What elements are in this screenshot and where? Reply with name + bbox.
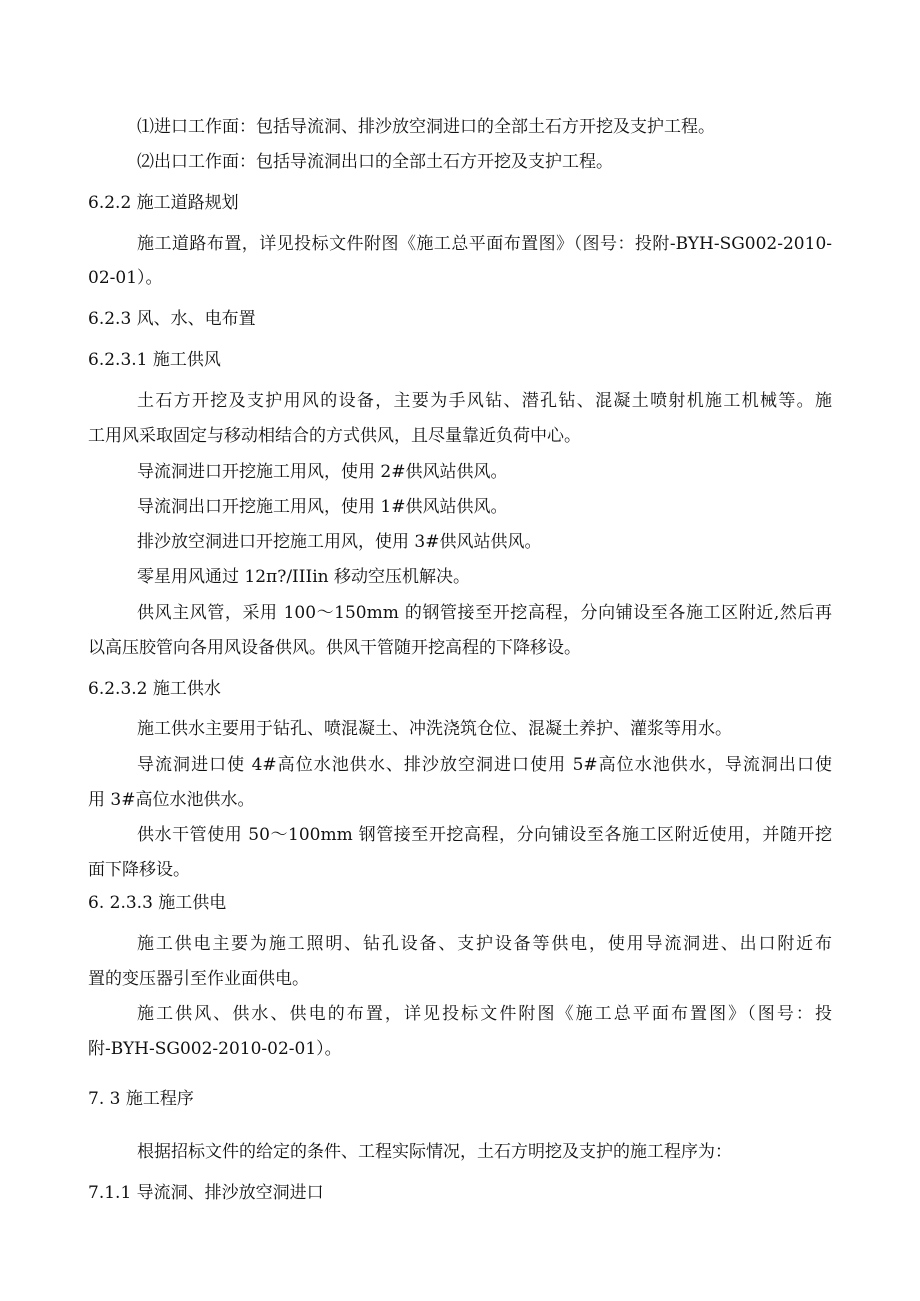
- paragraph-line: 施工供水主要用于钻孔、喷混凝土、冲洗浇筑仓位、混凝土养护、灌浆等用水。: [137, 719, 732, 739]
- paragraph-line: 附-BYH-SG002-2010-02-01）。: [88, 1039, 342, 1059]
- paragraph-line: 02-01）。: [88, 268, 163, 288]
- paragraph-line: 施工道路布置，详见投标文件附图《施工总平面布置图》（图号：投附-BYH-SG002-2010-: [137, 234, 832, 254]
- section-heading: 7. 3 施工程序: [88, 1089, 194, 1109]
- paragraph-line: 施工供风、供水、供电的布置，详见投标文件附图《施工总平面布置图》（图号：投: [137, 1004, 832, 1024]
- paragraph-line: 面下降移设。: [88, 860, 190, 880]
- paragraph-line: 供风主风管，采用 100～150mm 的钢管接至开挖高程，分向铺设至各施工区附近,然后再: [137, 603, 832, 623]
- paragraph-line: 排沙放空洞进口开挖施工用风，使用 3#供风站供风。: [137, 532, 542, 552]
- subsection-heading: 7.1.1 导流洞、排沙放空洞进口: [88, 1183, 324, 1203]
- paragraph-line: 导流洞进口开挖施工用风，使用 2#供风站供风。: [137, 462, 508, 482]
- paragraph-line: 导流洞进口使 4#高位水池供水、排沙放空洞进口使用 5#高位水池供水，导流洞出口使: [137, 755, 832, 775]
- section-heading: 6.2.2 施工道路规划: [88, 193, 239, 213]
- paragraph-line: 导流洞出口开挖施工用风，使用 1#供风站供风。: [137, 497, 508, 517]
- paragraph-line: 零星用风通过 12π?/IIIin 移动空压机解决。: [137, 567, 470, 587]
- paragraph-line: 供水干管使用 50～100mm 钢管接至开挖高程，分向铺设至各施工区附近使用，并随开挖: [137, 825, 832, 845]
- subsection-heading: 6.2.3.2 施工供水: [88, 679, 221, 699]
- paragraph-line: 施工供电主要为施工照明、钻孔设备、支护设备等供电，使用导流洞进、出口附近布: [137, 934, 832, 954]
- paragraph-line: 以高压胶管向各用风设备供风。供风干管随开挖高程的下降移设。: [88, 638, 581, 658]
- paragraph-line: 置的变压器引至作业面供电。: [88, 969, 309, 989]
- subsection-heading: 6. 2.3.3 施工供电: [88, 893, 227, 913]
- paragraph-line: 用 3#高位水池供水。: [88, 790, 255, 810]
- paragraph-line: 工用风采取固定与移动相结合的方式供风，且尽量靠近负荷中心。: [88, 426, 581, 446]
- paragraph-line: 土石方开挖及支护用风的设备，主要为手风钻、潜孔钻、混凝土喷射机施工机械等。施: [137, 391, 832, 411]
- paragraph-line: 根据招标文件的给定的条件、工程实际情况，土石方明挖及支护的施工程序为：: [137, 1142, 732, 1162]
- section-heading: 6.2.3 风、水、电布置: [88, 309, 256, 329]
- subsection-heading: 6.2.3.1 施工供风: [88, 350, 221, 370]
- paragraph-line: ⑴进口工作面：包括导流洞、排沙放空洞进口的全部土石方开挖及支护工程。: [137, 117, 715, 137]
- paragraph-line: ⑵出口工作面：包括导流洞出口的全部土石方开挖及支护工程。: [137, 152, 613, 172]
